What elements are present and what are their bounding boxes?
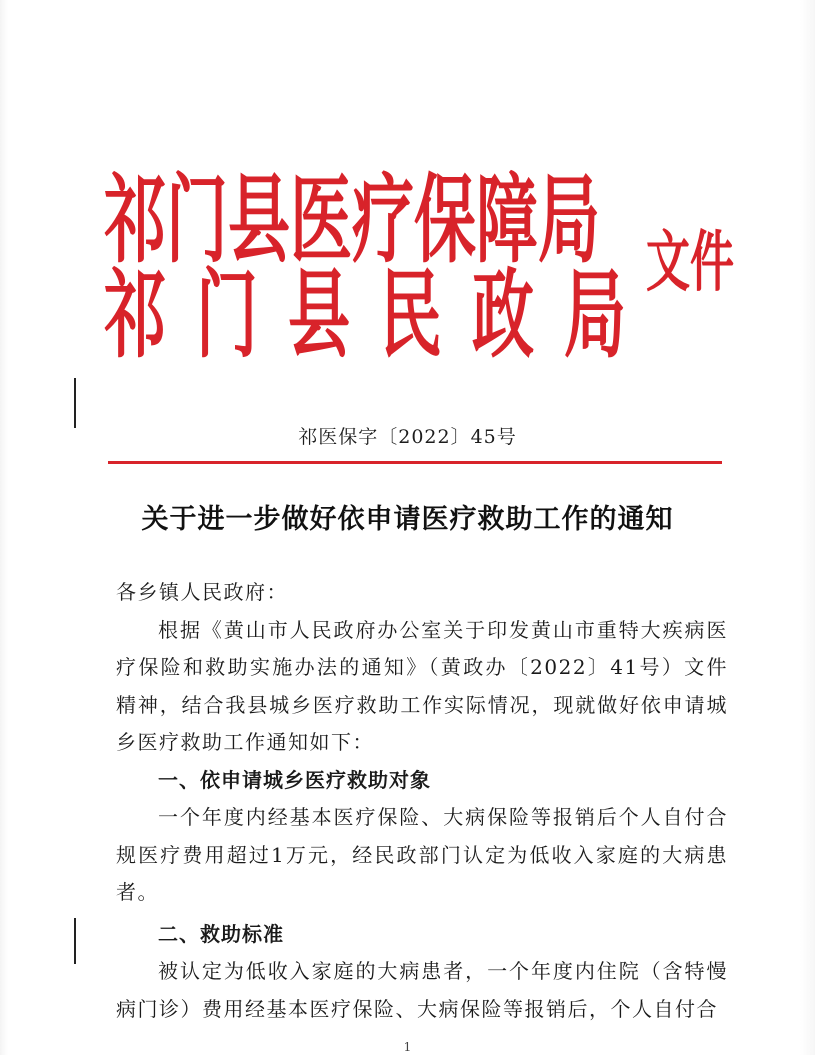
section-text-1: 一个年度内经基本医疗保险、大病保险等报销后个人自付合规医疗费用超过1万元，经民政部门认定为低收入家庭的大病患者。 [116, 805, 728, 904]
document-number: 祁医保字〔2022〕45号 [298, 426, 517, 448]
notice-body [116, 574, 728, 1028]
section-text-2: 被认定为低收入家庭的大病患者，一个年度内住院（含特慢病门诊）费用经基本医疗保险、大病保险等报销后，个人自付合 [116, 959, 728, 1021]
document-header [0, 120, 815, 372]
document-suffix: 文件 [646, 224, 734, 301]
intro-paragraph: 根据《黄山市人民政府办公室关于印发黄山市重特大疾病医疗保险和救助实施办法的通知》（黄政办〔2022〕41号）文件精神，结合我县城乡医疗救助工作实际情况，现就做好依申请城乡医疗救助工作通知如下： [116, 617, 728, 754]
addressee: 各乡镇人民政府： [116, 580, 288, 604]
page-number: 1 [403, 1040, 412, 1054]
binding-mark-bottom [74, 918, 76, 964]
issuer-civil-affairs-bureau: 祁门县民政局 [104, 258, 657, 372]
section-heading-2: 二、救助标准 [158, 921, 284, 946]
red-divider [108, 461, 722, 464]
issuer-medical-security-bureau: 祁门县医疗保障局 [104, 163, 601, 277]
binding-mark-top [74, 378, 76, 428]
section-heading-1: 一、依申请城乡医疗救助对象 [158, 767, 431, 792]
notice-title: 关于进一步做好依申请医疗救助工作的通知 [141, 504, 674, 535]
